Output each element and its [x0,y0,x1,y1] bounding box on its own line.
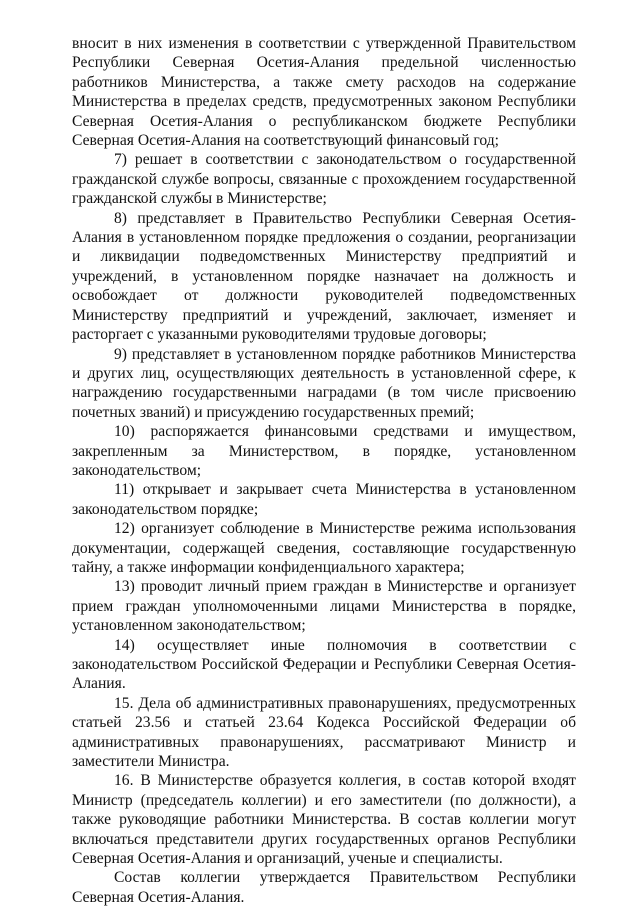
paragraph-item-14: 14) осуществляет иные полномочия в соответствии с законодательством Российской Федерации и Республики Северная Осетия-Алания. [72,636,576,693]
paragraph-item-10: 10) распоряжается финансовыми средствами и имуществом, закрепленным за Министерством, в порядке, установленном законодательством; [72,423,576,479]
paragraph-section-16: 16. В Министерстве образуется коллегия, в состав которой входят Министр (председатель коллегии) и его заместители (по должности), а также руководящие работники Министерства. В состав коллегии могут включаться представители других государственных органов Республики Северная Осетия-Алания и организаций, ученые и специалисты. [72,772,576,868]
paragraph-item-9: 9) представляет в установленном порядке работников Министерства и других лиц, осуществляющих деятельность в установленной сфере, к награждению государственными наградами (в том числе присвоению почетных званий) и присуждению государственных премий; [72,345,576,421]
paragraph-continuation: вносит в них изменения в соответствии с утвержденной Правительством Республики Северная Осетия-Алания предельной численностью работников Министерства, а также смету расходов на содержание Министерства в пределах средств, предусмотренных законом Республики Северная Осетия-Алания о республиканском бюджете Республики Северная Осетия-Алания на соответствующий финансовый год; [72,35,576,150]
paragraph-collegium-composition: Состав коллегии утверждается Правительством Республики Северная Осетия-Алания. [72,869,576,906]
paragraph-item-7: 7) решает в соответствии с законодательством о государственной гражданской службе вопросы, связанные с прохождением государственной гражданской службы в Министерстве; [72,151,576,208]
paragraph-item-11: 11) открывает и закрывает счета Министерства в установленном законодательством порядке; [72,481,576,518]
document-body [72,34,576,907]
paragraph-section-15: 15. Дела об административных правонарушениях, предусмотренных статьей 23.56 и статьей 23.64 Кодекса Российской Федерации об административных правонарушениях, рассматривают Министр и заместители Министра. [72,694,576,771]
paragraph-item-8: 8) представляет в Правительство Республики Северная Осетия-Алания в установленном порядке предложения о создании, реорганизации и ликвидации подведомственных Министерству предприятий и учреждений, в установленном порядке назначает на должность и освобождает от должности руководителей подведомственных Министерству предприятий и учреждений, заключает, изменяет и расторгает с указанными руководителями трудовые договоры; [72,209,576,344]
paragraph-item-12: 12) организует соблюдение в Министерстве режима использования документации, содержащей сведения, составляющие государственную тайну, а также информации конфиденциального характера; [72,520,576,576]
paragraph-item-13: 13) проводит личный прием граждан в Министерстве и организует прием граждан уполномоченными лицами Министерства в порядке, установленном законодательством; [72,578,576,635]
